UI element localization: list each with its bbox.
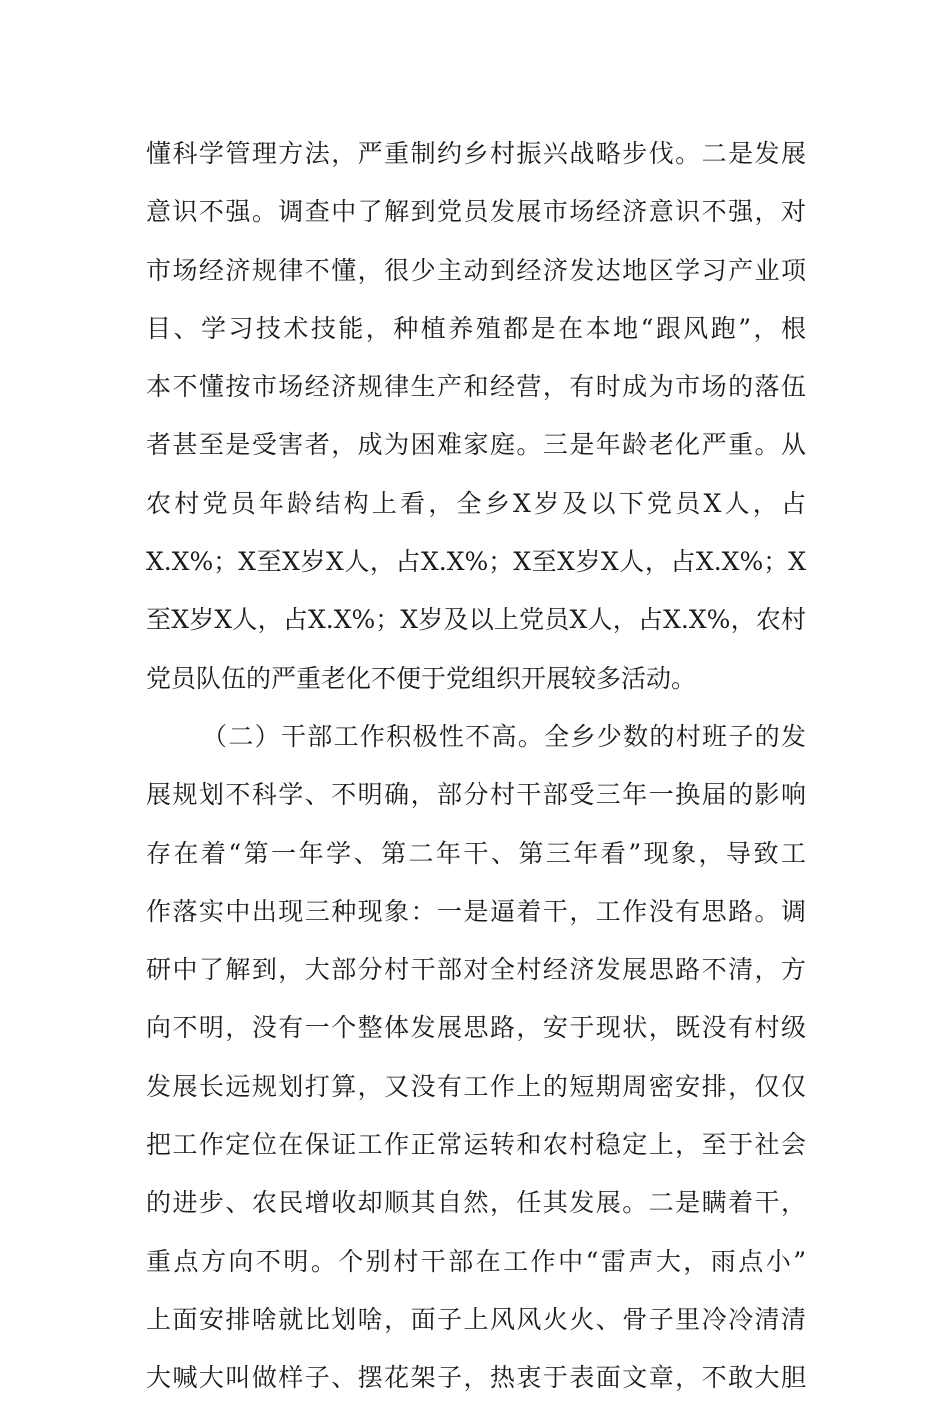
text-line-3: 市场经济规律不懂，很少主动到经济发达地区学习产业项 <box>146 255 806 285</box>
text-line-1: 懂科学管理方法，严重制约乡村振兴战略步伐。二是发展 <box>146 139 806 168</box>
text-line-16: 向不明，没有一个整体发展思路，安于现状，既没有村级 <box>146 1013 806 1043</box>
body-text <box>146 125 806 1408</box>
text-line-20: 重点方向不明。个别村干部在工作中“雷声大，雨点小” <box>146 1246 806 1276</box>
text-line-4: 目、学习技术技能，种植养殖都是在本地“跟风跑”，根 <box>146 313 806 343</box>
text-line-17: 发展长远规划打算，又没有工作上的短期周密安排，仅仅 <box>146 1071 806 1101</box>
text-line-2: 意识不强。调查中了解到党员发展市场经济意识不强，对 <box>146 197 806 227</box>
text-line-8: X.X%；X至X岁X人，占X.X%；X至X岁X人，占X.X%；X <box>146 547 806 577</box>
text-line-9: 至X岁X人，占X.X%；X岁及以上党员X人，占X.X%，农村 <box>146 605 806 635</box>
text-line-19: 的进步、农民增收却顺其自然，任其发展。二是瞒着干， <box>146 1188 806 1218</box>
text-line-21: 上面安排啥就比划啥，面子上风风火火、骨子里冷冷清清 <box>146 1304 806 1334</box>
section-heading-line: （二）干部工作积极性不高。全乡少数的村班子的发 <box>202 721 806 751</box>
text-line-12: 展规划不科学、不明确，部分村干部受三年一换届的影响 <box>146 780 806 810</box>
text-line-5: 本不懂按市场经济规律生产和经营，有时成为市场的落伍 <box>146 372 806 402</box>
text-line-22: 大喊大叫做样子、摆花架子，热衷于表面文章，不敢大胆 <box>146 1363 806 1393</box>
text-line-7: 农村党员年龄结构上看，全乡X岁及以下党员X人，占 <box>146 488 806 518</box>
text-line-10: 党员队伍的严重老化不便于党组织开展较多活动。 <box>146 663 697 693</box>
text-line-13: 存在着“第一年学、第二年干、第三年看”现象，导致工 <box>146 838 806 868</box>
text-line-15: 研中了解到，大部分村干部对全村经济发展思路不清，方 <box>146 955 806 985</box>
text-line-18: 把工作定位在保证工作正常运转和农村稳定上，至于社会 <box>146 1130 806 1160</box>
text-line-6: 者甚至是受害者，成为困难家庭。三是年龄老化严重。从 <box>146 430 806 460</box>
text-line-14: 作落实中出现三种现象：一是逼着干，工作没有思路。调 <box>146 896 806 926</box>
